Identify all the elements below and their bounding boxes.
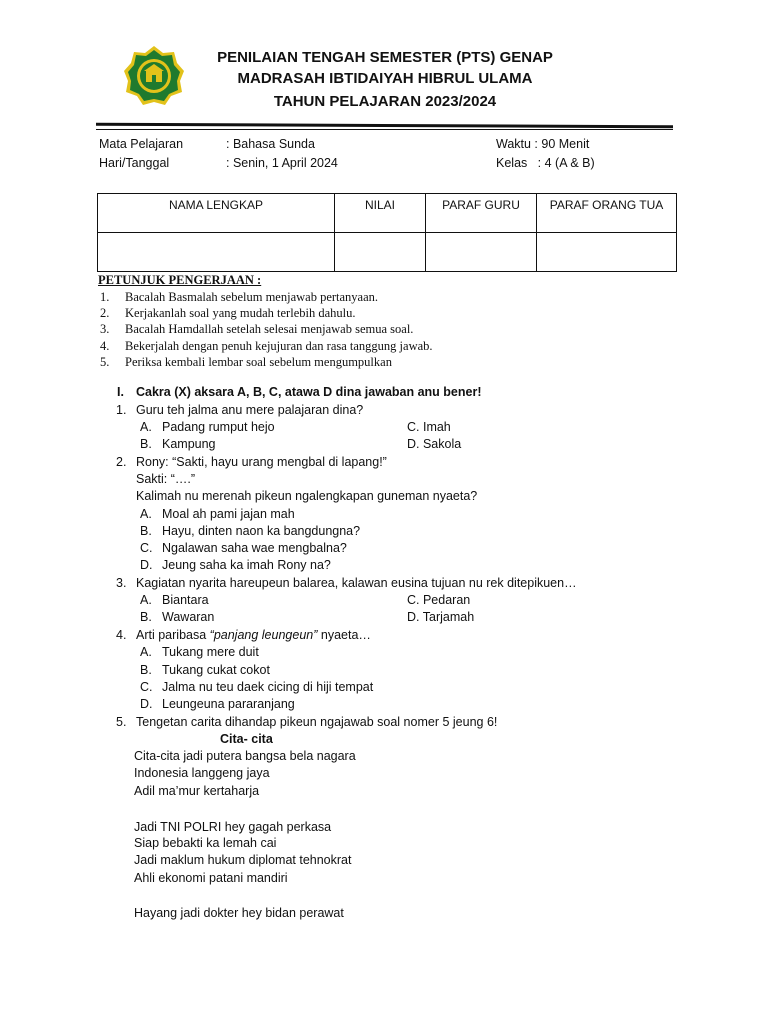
question-number: 2. — [116, 455, 127, 469]
class-value: Kelas : 4 (A & B) — [496, 156, 595, 170]
option-letter: C. — [140, 541, 153, 555]
option-letter: B. — [140, 610, 152, 624]
question-text: Sakti: “….” — [136, 472, 196, 486]
option-letter: B. — [140, 663, 152, 677]
instructions-title: PETUNJUK PENGERJAAN : — [98, 273, 262, 287]
option-text[interactable]: Kampung — [162, 437, 216, 451]
option-text[interactable]: Tukang cukat cokot — [162, 663, 270, 677]
cell-nama[interactable] — [98, 233, 335, 272]
option-letter: A. — [140, 507, 152, 521]
option-letter: A. — [140, 593, 152, 607]
poem-line: Cita-cita jadi putera bangsa bela nagara — [134, 749, 356, 763]
header-rule-thin — [96, 129, 673, 130]
cell-nilai[interactable] — [335, 233, 426, 272]
poem-line: Indonesia langgeng jaya — [134, 766, 270, 780]
option-text[interactable]: C. Pedaran — [407, 593, 471, 607]
time-value: Waktu : 90 Menit — [496, 137, 590, 151]
list-item: 1. Bacalah Basmalah sebelum menjawab pertanyaan. — [100, 290, 379, 304]
question-number: 3. — [116, 576, 127, 590]
date-label: Hari/Tanggal — [99, 156, 170, 170]
header-paraf-guru: PARAF GURU — [426, 194, 537, 233]
list-item: 3. Bacalah Hamdallah setelah selesai menjawab semua soal. — [100, 322, 414, 337]
option-letter: C. — [140, 680, 153, 694]
option-text[interactable]: D. Tarjamah — [407, 610, 475, 624]
option-letter: A. — [140, 645, 152, 659]
score-table — [97, 193, 677, 272]
madrasah-crest-icon — [122, 44, 186, 108]
madrasah-logo — [122, 44, 186, 108]
header-rule-thick — [96, 123, 673, 129]
option-text[interactable]: Jeung saha ka imah Rony na? — [162, 558, 331, 572]
option-text[interactable]: Hayu, dinten naon ka bangdungna? — [162, 524, 361, 538]
option-letter: B. — [140, 437, 152, 451]
date-value: : Senin, 1 April 2024 — [226, 156, 338, 170]
option-letter: A. — [140, 420, 152, 434]
list-item: 4. Bekerjalah dengan penuh kejujuran dan rasa tanggung jawab. — [100, 338, 433, 353]
option-letter: D. — [140, 697, 153, 711]
header-nilai: NILAI — [335, 194, 426, 233]
poem-line: Adil ma’mur kertaharja — [134, 784, 260, 798]
question-text: Guru teh jalma anu mere palajaran dina? — [136, 403, 364, 417]
proverb-text: “panjang leungeun” — [209, 628, 318, 642]
question-number: 4. — [116, 628, 127, 642]
header-nama: NAMA LENGKAP — [98, 194, 335, 233]
question-text: Kalimah nu merenah pikeun ngalengkapan guneman nyaeta? — [136, 489, 478, 503]
section-number: I. — [117, 385, 124, 399]
question-text: Kagiatan nyarita hareupeun balarea, kalawan eusina tujuan nu rek ditepikuen… — [136, 576, 577, 590]
option-text[interactable]: Jalma nu teu daek cicing di hiji tempat — [162, 680, 374, 694]
poem-line: Jadi maklum hukum diplomat tehnokrat — [134, 853, 352, 867]
option-text[interactable]: Tukang mere duit — [162, 645, 259, 659]
option-text[interactable]: Moal ah pami jajan mah — [162, 507, 295, 521]
exam-title: PENILAIAN TENGAH SEMESTER (PTS) GENAP — [217, 49, 553, 66]
question-text: Tengetan carita dihandap pikeun ngajawab soal nomer 5 jeung 6! — [136, 715, 498, 729]
subject-label: Mata Pelajaran — [99, 137, 184, 151]
option-text[interactable]: Leungeuna pararanjang — [162, 697, 295, 711]
question-number: 1. — [116, 403, 127, 417]
option-text[interactable]: Wawaran — [162, 610, 215, 624]
list-item: 2. Kerjakanlah soal yang mudah terlebih dahulu. — [100, 306, 356, 321]
question-text: Arti paribasa “panjang leungeun” nyaeta… — [136, 628, 371, 642]
option-text[interactable]: D. Sakola — [407, 437, 462, 451]
question-number: 5. — [116, 715, 127, 729]
option-text[interactable]: C. Imah — [407, 420, 451, 434]
poem-title: Cita- cita — [220, 732, 273, 746]
instructions-list — [100, 289, 433, 370]
question-text: Rony: “Sakti, hayu urang mengbal di lapang!” — [136, 455, 387, 469]
subject-value: : Bahasa Sunda — [226, 137, 315, 151]
section-instruction: Cakra (X) aksara A, B, C, atawa D dina jawaban anu bener! — [136, 385, 482, 399]
score-table-row — [98, 233, 677, 272]
score-table-header — [98, 194, 677, 233]
poem-line: Siap bebakti ka lemah cai — [134, 836, 277, 850]
poem-line: Jadi TNI POLRI hey gagah perkasa — [134, 820, 332, 834]
option-text[interactable]: Padang rumput hejo — [162, 420, 275, 434]
academic-year: TAHUN PELAJARAN 2023/2024 — [273, 93, 497, 110]
list-item: 5. Periksa kembali lembar soal sebelum mengumpulkan — [100, 354, 392, 369]
poem-line: Hayang jadi dokter hey bidan perawat — [134, 906, 344, 920]
option-text[interactable]: Biantara — [162, 593, 209, 607]
option-text[interactable]: Ngalawan saha wae mengbalna? — [162, 541, 347, 555]
option-letter: D. — [140, 558, 153, 572]
option-letter: B. — [140, 524, 152, 538]
poem-line: Ahli ekonomi patani mandiri — [134, 871, 288, 885]
cell-paraf-guru[interactable] — [426, 233, 537, 272]
header-paraf-orang-tua: PARAF ORANG TUA — [537, 194, 677, 233]
school-name: MADRASAH IBTIDAIYAH HIBRUL ULAMA — [237, 70, 533, 87]
cell-paraf-orang-tua[interactable] — [537, 233, 677, 272]
